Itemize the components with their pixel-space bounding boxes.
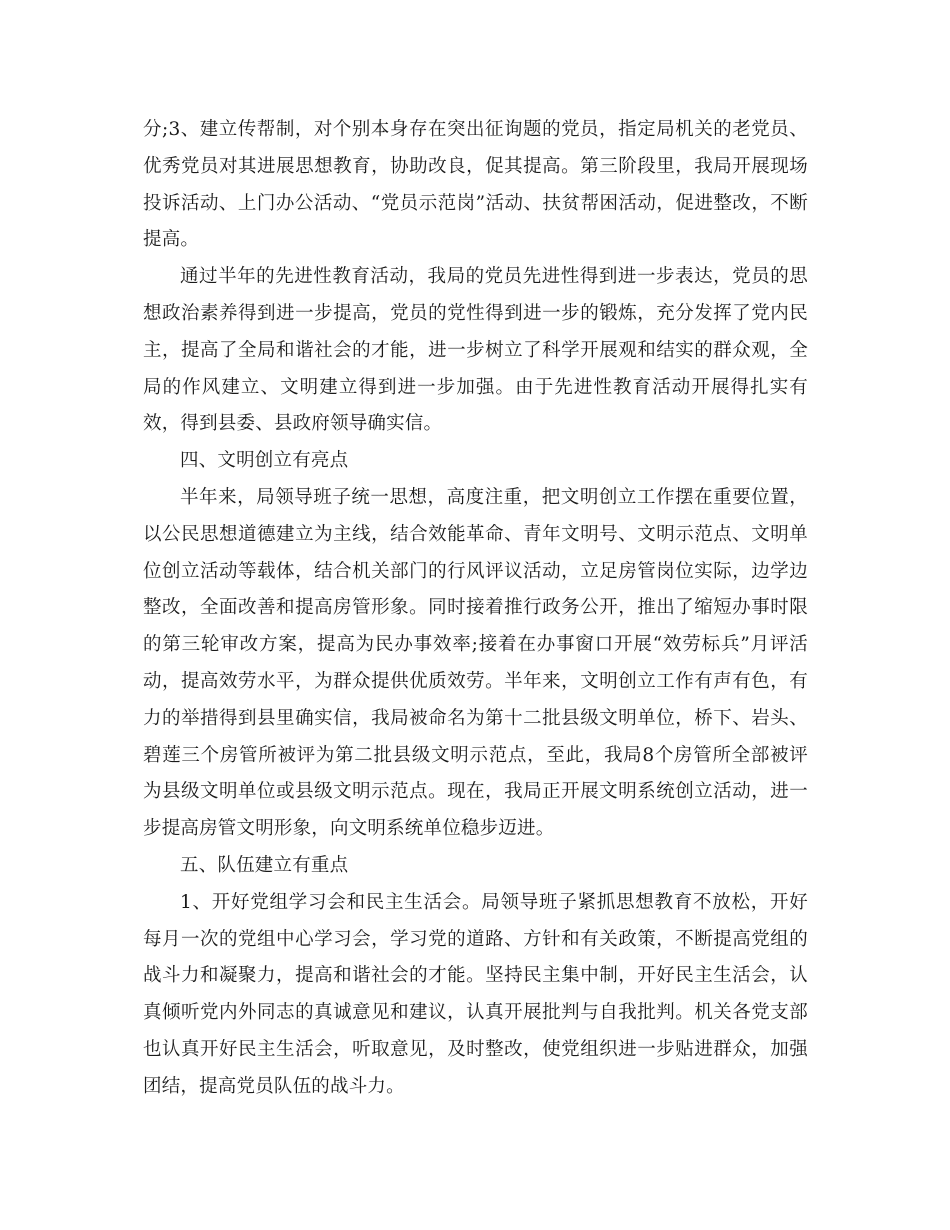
document-body	[143, 112, 808, 1106]
paragraph-civilization: 半年来，局领导班子统一思想，高度注重，把文明创立工作摆在重要位置，以公民思想道德建立为主线，结合效能革命、青年文明号、文明示范点、文明单位创立活动等载体，结合机关部门的行风评议活动，立足房管岗位实际，边学边整改，全面改善和提高房管形象。同时接着推行政务公开，推出了缩短办事时限的第三轮审改方案，提高为民办事效率;接着在办事窗口开展“效劳标兵”月评活动，提高效劳水平，为群众提供优质效劳。半年来，文明创立工作有声有色，有力的举措得到县里确实信，我局被命名为第十二批县级文明单位，桥下、岩头、碧莲三个房管所被评为第二批县级文明示范点，至此，我局8个房管所全部被评为县级文明单位或县级文明示范点。现在，我局正开展文明系统创立活动，进一步提高房管文明形象，向文明系统单位稳步迈进。	[143, 486, 808, 840]
paragraph-continuation: 分;3、建立传帮制，对个别本身存在突出征询题的党员，指定局机关的老党员、优秀党员对其进展思想教育，协助改良，促其提高。第三阶段里，我局开展现场投诉活动、上门办公活动、“党员示范岗”活动、扶贫帮困活动，促进整改，不断提高。	[143, 119, 808, 251]
paragraph-party-meetings: 1、开好党组学习会和民主生活会。局领导班子紧抓思想教育不放松，开好每月一次的党组中心学习会，学习党的道路、方针和有关政策，不断提高党组的战斗力和凝聚力，提高和谐社会的才能。坚持民主集中制，开好民主生活会，认真倾听党内外同志的真诚意见和建议，认真开展批判与自我批判。机关各党支部也认真开好民主生活会，听取意见，及时整改，使党组织进一步贴进群众，加强团结，提高党员队伍的战斗力。	[143, 891, 808, 1097]
section-heading-team-building: 五、队伍建立有重点	[180, 854, 349, 876]
section-heading-civilization: 四、文明创立有亮点	[180, 450, 349, 472]
paragraph-education-results: 通过半年的先进性教育活动，我局的党员先进性得到进一步表达，党员的思想政治素养得到进一步提高，党员的党性得到进一步的锻炼，充分发挥了党内民主，提高了全局和谐社会的才能，进一步树立了科学开展观和结实的群众观，全局的作风建立、文明建立得到进一步加强。由于先进性教育活动开展得扎实有效，得到县委、县政府领导确实信。	[143, 266, 808, 435]
